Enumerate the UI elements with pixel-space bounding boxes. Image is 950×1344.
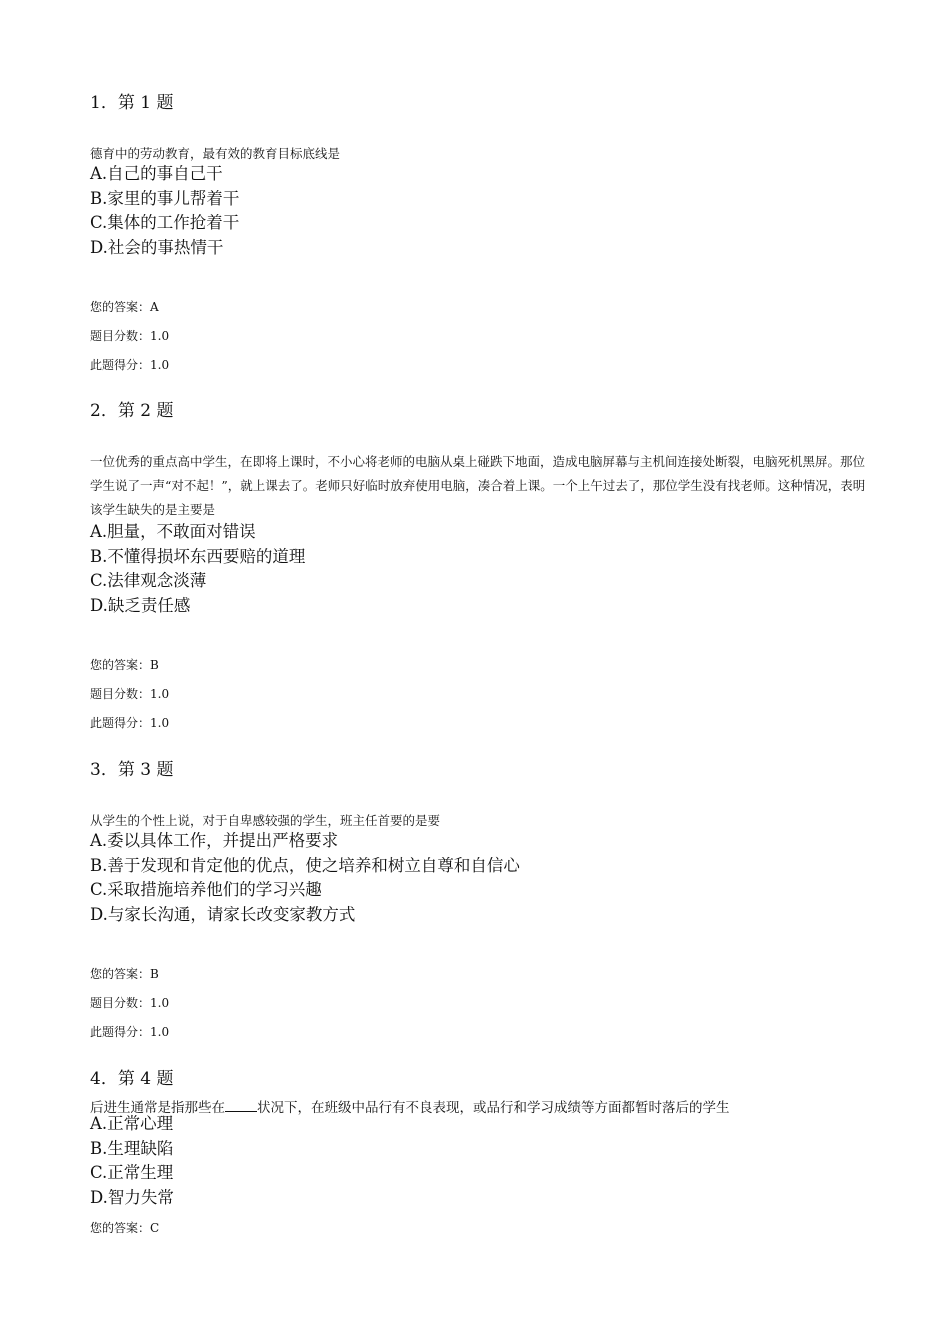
score-earned-label: 此题得分：: [90, 1025, 151, 1039]
option-c: C.法律观念淡薄: [90, 571, 207, 590]
option-list: [90, 162, 239, 260]
question-stem: [90, 1096, 870, 1120]
option-a: A.胆量，不敢面对错误: [90, 522, 256, 541]
stem-text-before: 后进生通常是指那些在: [90, 1100, 225, 1116]
question-title: 2．第 2 题: [90, 401, 174, 421]
result-block: [90, 651, 169, 738]
score-earned-row: [90, 351, 169, 380]
score-earned-value: 1.0: [150, 716, 170, 730]
option-a: A.自己的事自己干: [90, 164, 223, 183]
your-answer-value: B: [150, 658, 159, 672]
option-c: C.正常生理: [90, 1163, 174, 1182]
your-answer-label: 您的答案：: [90, 300, 151, 314]
option-b: B.生理缺陷: [90, 1138, 174, 1158]
question-score-value: 1.0: [150, 687, 170, 701]
your-answer-label: 您的答案：: [90, 967, 151, 981]
fill-in-blank: [225, 1099, 257, 1112]
score-earned-label: 此题得分：: [90, 716, 151, 730]
question-score-row: [90, 680, 169, 709]
question-score-value: 1.0: [150, 996, 170, 1010]
your-answer-row: [90, 1214, 159, 1243]
question-score-label: 题目分数：: [90, 687, 151, 701]
option-d: D.社会的事热情干: [90, 237, 224, 257]
question-score-value: 1.0: [150, 329, 170, 343]
option-d: D.缺乏责任感: [90, 595, 191, 615]
question-score-label: 题目分数：: [90, 996, 151, 1010]
question-score-label: 题目分数：: [90, 329, 151, 343]
your-answer-value: A: [150, 300, 159, 314]
your-answer-row: [90, 960, 169, 989]
option-list: [90, 520, 305, 618]
score-earned-value: 1.0: [150, 358, 170, 372]
question-stem: 一位优秀的重点高中学生，在即将上课时，不小心将老师的电脑从桌上碰跌下地面，造成电脑屏幕与主机间连接处断裂，电脑死机黑屏。那位学生说了一声“对不起！”，就上课去了。老师只好临时放弃使用电脑，凑合着上课。一个上午过去了，那位学生没有找老师。这种情况，表明该学生缺失的是主要是: [90, 454, 866, 517]
question-stem: 德育中的劳动教育，最有效的教育目标底线是: [90, 146, 341, 161]
your-answer-value: B: [150, 967, 159, 981]
question-stem: 从学生的个性上说，对于自卑感较强的学生，班主任首要的是要: [90, 813, 441, 828]
question-score-row: [90, 989, 169, 1018]
question-score-row: [90, 322, 169, 351]
question-title: 4．第 4 题: [90, 1069, 174, 1089]
option-b: B.不懂得损坏东西要赔的道理: [90, 546, 306, 566]
your-answer-label: 您的答案：: [90, 1221, 151, 1235]
your-answer-row: [90, 651, 169, 680]
option-list: [90, 829, 520, 927]
score-earned-row: [90, 1018, 169, 1047]
result-block: [90, 1214, 159, 1243]
option-b: B.善于发现和肯定他的优点，使之培养和树立自尊和自信心: [90, 855, 520, 875]
question-title: 3．第 3 题: [90, 760, 174, 780]
your-answer-row: [90, 293, 169, 322]
option-a: A.正常心理: [90, 1114, 174, 1133]
question-title: 1．第 1 题: [90, 93, 174, 113]
score-earned-row: [90, 709, 169, 738]
option-list: [90, 1112, 174, 1210]
option-c: C.采取措施培养他们的学习兴趣: [90, 880, 322, 899]
score-earned-label: 此题得分：: [90, 358, 151, 372]
option-a: A.委以具体工作，并提出严格要求: [90, 831, 339, 850]
score-earned-value: 1.0: [150, 1025, 170, 1039]
option-b: B.家里的事儿帮着干: [90, 188, 240, 208]
option-d: D.与家长沟通，请家长改变家教方式: [90, 904, 356, 924]
result-block: [90, 293, 169, 380]
your-answer-label: 您的答案：: [90, 658, 151, 672]
your-answer-value: C: [150, 1221, 160, 1235]
result-block: [90, 960, 169, 1047]
stem-text-after: 状况下，在班级中品行有不良表现，或品行和学习成绩等方面都暂时落后的学生: [257, 1100, 730, 1116]
option-c: C.集体的工作抢着干: [90, 213, 240, 232]
option-d: D.智力失常: [90, 1187, 174, 1207]
